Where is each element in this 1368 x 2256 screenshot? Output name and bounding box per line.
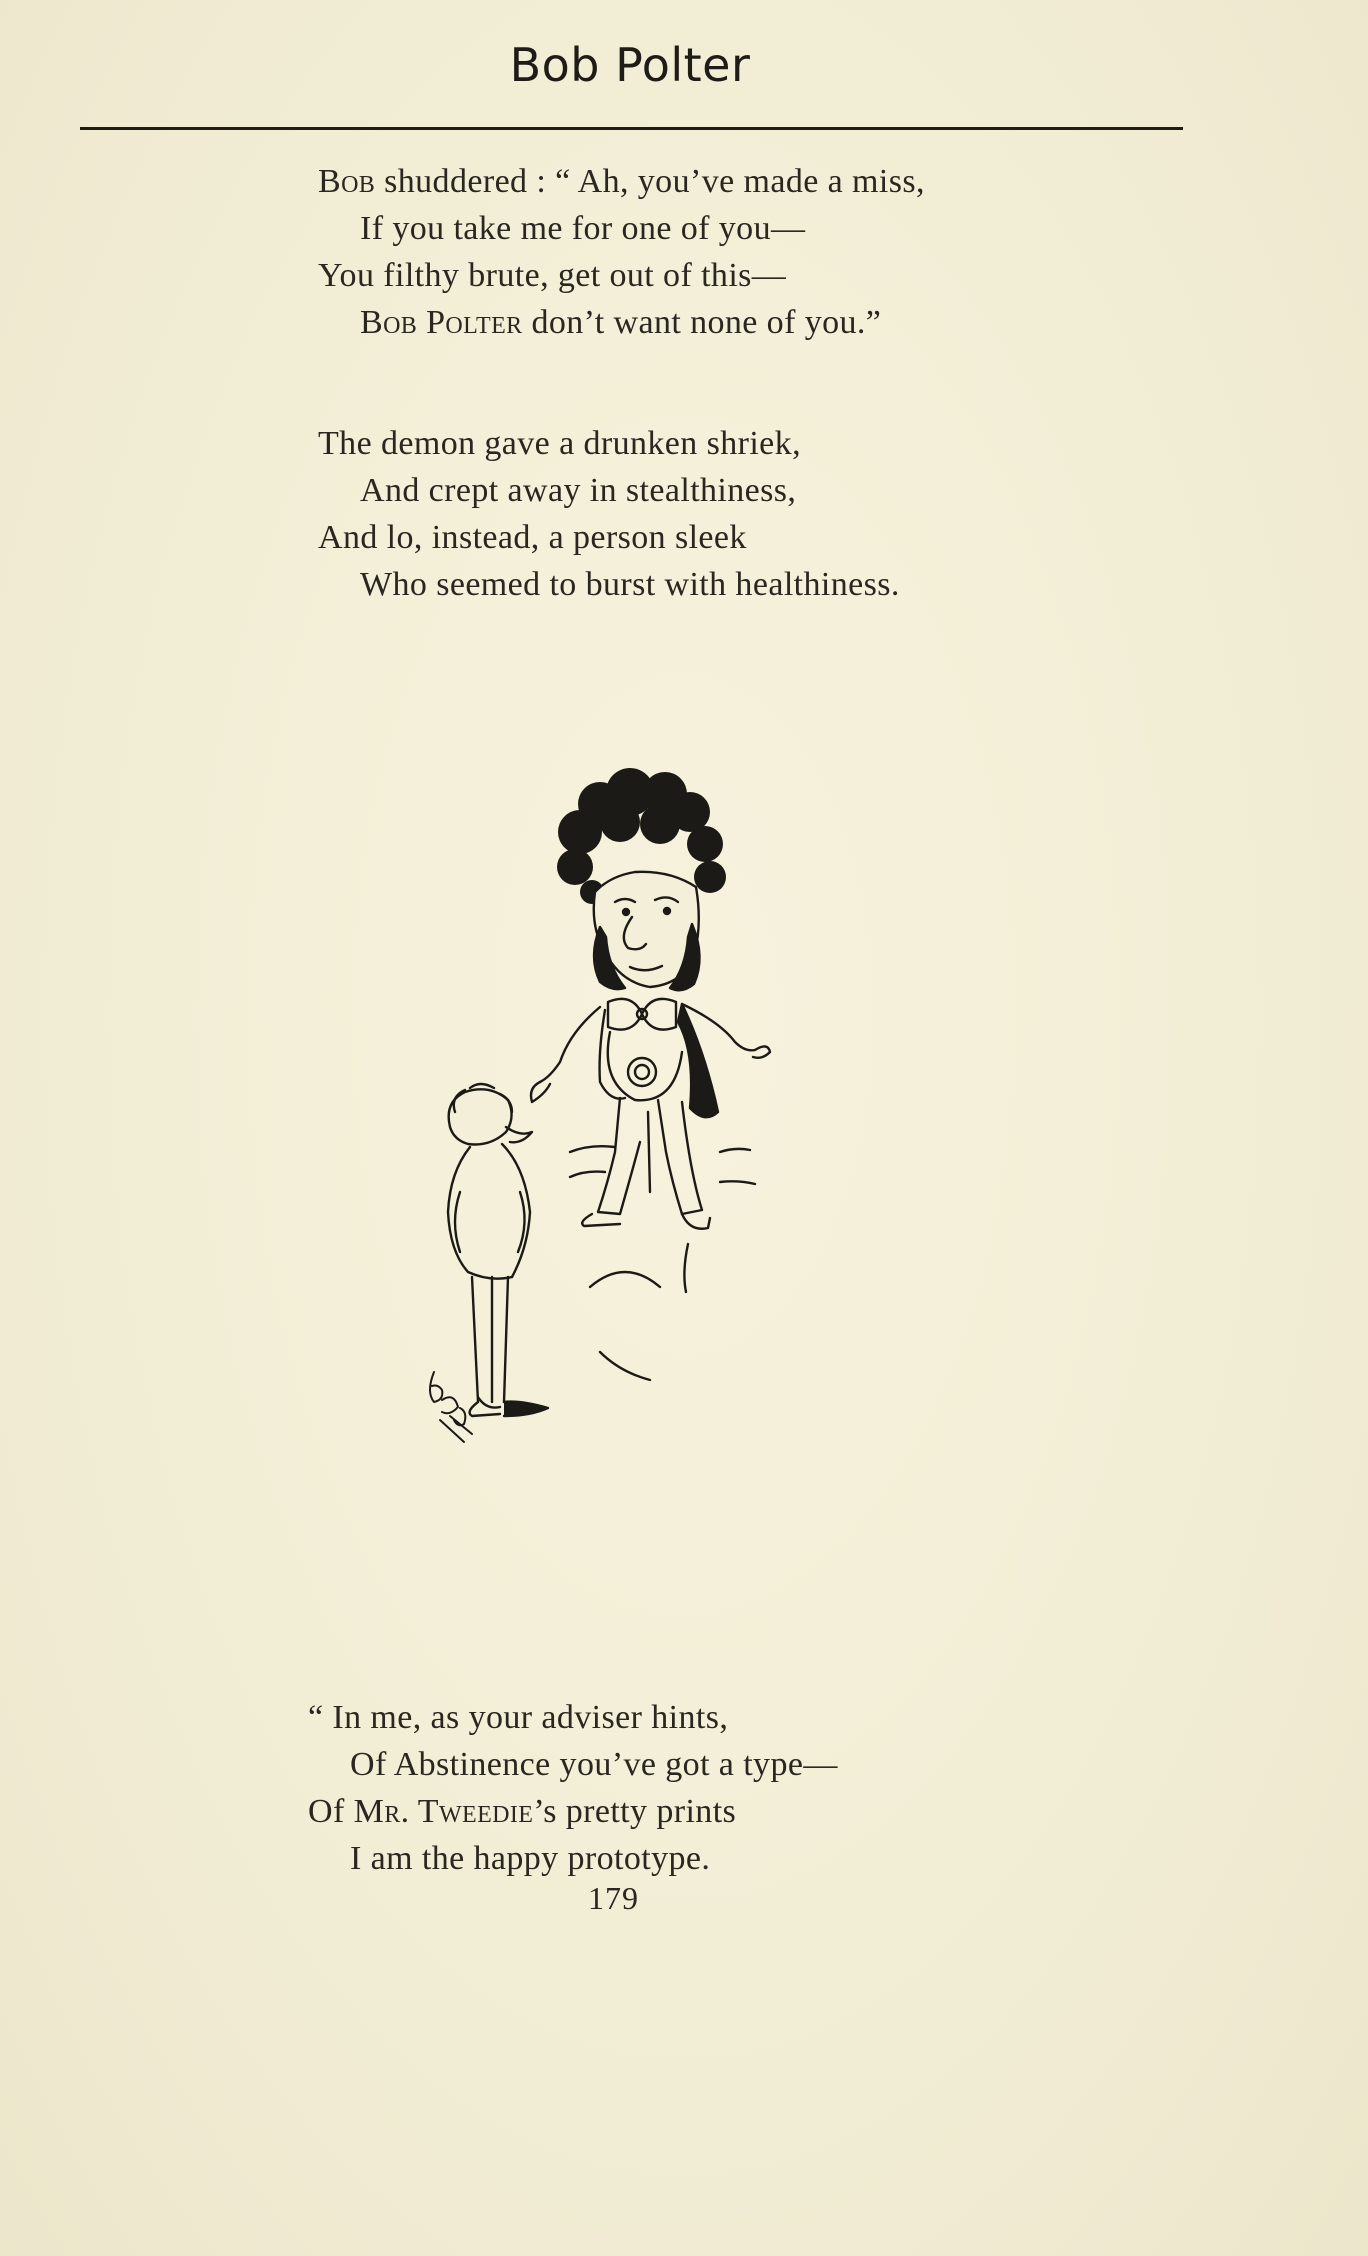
verse-text: shuddered : “ Ah, you’ve made a miss, [375,163,925,200]
verse-line: If you take me for one of you— [360,210,806,247]
small-figure [448,1084,548,1416]
small-caps-name: Bob [318,163,376,200]
running-head: Bob Polter [509,38,751,92]
verse-line: Of Abstinence you’ve got a type— [350,1746,838,1783]
verse-line: And lo, instead, a person sleek [318,519,747,556]
verse-text: ’s pretty prints [533,1793,737,1830]
small-caps-name: Mr. Tweedie [353,1793,534,1830]
verse-line: “ In me, as your adviser hints, [308,1699,729,1736]
page-number: 179 [588,1880,639,1916]
stanza-1 [318,158,925,346]
verse-line: And crept away in stealthiness, [360,472,797,509]
verse-line [308,1788,838,1835]
verse-text: Of [308,1793,354,1830]
head-rule [80,127,1183,130]
verse-line: You filthy brute, get out of this— [318,257,787,294]
small-caps-name: Bob Polter [360,304,523,341]
artist-signature-bab [430,1372,472,1442]
verse-line [318,299,925,346]
illustration-two-figures [420,752,860,1552]
verse-text: don’t want none of you.” [522,304,882,341]
verse-line [318,158,925,205]
stanza-2 [318,420,900,608]
stanza-3 [308,1694,838,1882]
verse-line: Who seemed to burst with healthiness. [360,566,900,603]
verse-line: I am the happy prototype. [350,1840,711,1877]
verse-line: The demon gave a drunken shriek, [318,425,801,462]
